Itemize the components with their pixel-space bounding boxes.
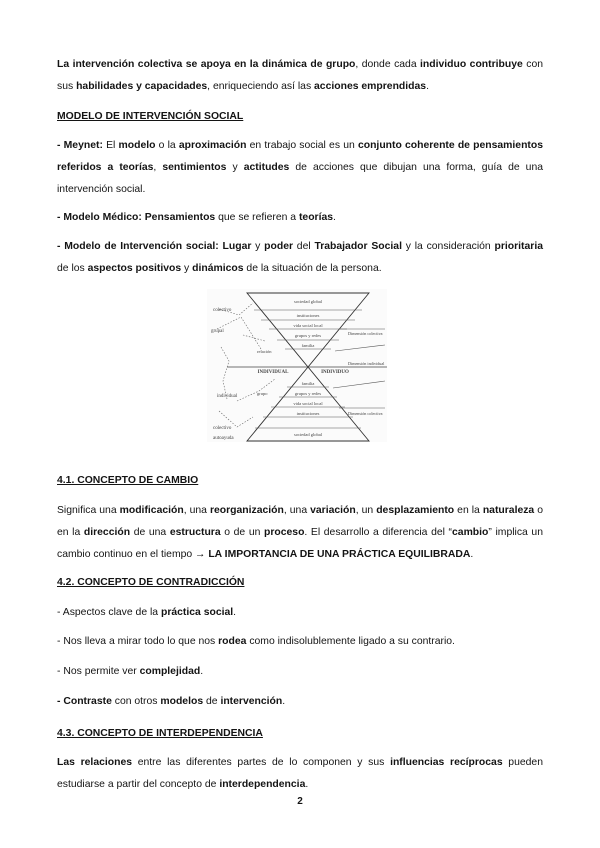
text: y xyxy=(226,162,244,173)
text: de los xyxy=(57,263,88,274)
right-dimension-label: Dimensión individual xyxy=(348,361,385,366)
section-heading-modelo: MODELO DE INTERVENCIÓN SOCIAL xyxy=(57,111,244,122)
text-bold: dinámicos xyxy=(192,263,244,274)
text-bold: influencias recíprocas xyxy=(390,757,503,768)
left-label: grupal xyxy=(211,329,224,334)
bottom-level-label: familia xyxy=(301,381,315,386)
text: en trabajo social es un xyxy=(246,140,358,151)
intervention-model-diagram xyxy=(207,289,387,442)
left-label: colectivo xyxy=(213,308,232,313)
text: o la xyxy=(155,140,179,151)
medico-paragraph xyxy=(57,207,543,229)
top-level-label: instituciones xyxy=(296,313,320,318)
text: del xyxy=(293,241,315,252)
contradiccion-item xyxy=(57,631,543,653)
text-bold: Las relaciones xyxy=(57,757,133,768)
text: . xyxy=(470,549,474,560)
text-bold: desplazamiento xyxy=(376,505,455,516)
text-bold: complejidad xyxy=(139,666,201,677)
interdependencia-paragraph xyxy=(57,752,543,796)
text: pueden estudiarse a partir del concepto de xyxy=(57,757,543,790)
meynet-paragraph xyxy=(57,135,543,201)
contradiccion-item xyxy=(57,602,543,624)
text-bold: conjunto coherente de pensamientos referidos a teorías xyxy=(57,140,544,173)
right-dimension-label: Dimensión colectiva xyxy=(348,331,383,336)
text: entre las diferentes partes de lo componen y sus xyxy=(132,757,391,768)
bottom-level-label: instituciones xyxy=(296,411,320,416)
text-bold: proceso xyxy=(264,527,305,538)
text-bold: La intervención colectiva se apoya en la dinámica de grupo xyxy=(57,59,356,70)
text: , una xyxy=(283,505,311,516)
contradiccion-item xyxy=(57,691,543,713)
text: de acciones que dibujan una forma, guía de una intervención social. xyxy=(57,162,544,195)
text-bold: intervención xyxy=(220,696,283,707)
text: , donde cada xyxy=(355,59,421,70)
text-bold: teorías xyxy=(298,212,334,223)
text-bold: reorganización xyxy=(209,505,284,516)
text-bold: modificación xyxy=(119,505,184,516)
text: . xyxy=(333,212,336,223)
top-level-label: vida social local xyxy=(293,323,323,328)
text-bold: habilidades y capacidades xyxy=(76,81,208,92)
text: o de un xyxy=(220,527,264,538)
text: . xyxy=(282,696,286,707)
text-bold: práctica social xyxy=(160,607,234,618)
text: con otros xyxy=(111,696,161,707)
text: y xyxy=(251,241,265,252)
text: de una xyxy=(130,527,170,538)
text-bold: dirección xyxy=(83,527,131,538)
page-number: 2 xyxy=(297,796,303,807)
center-left-label: INDIVIDUAL xyxy=(257,370,289,375)
text-bold: - Contraste xyxy=(57,696,112,707)
left-label: grupo xyxy=(257,391,268,396)
text: Significa una xyxy=(57,505,120,516)
text: . xyxy=(200,666,204,677)
intro-paragraph xyxy=(57,54,543,98)
text: , una xyxy=(183,505,210,516)
text: como indisolublemente ligado a su contrario. xyxy=(246,636,455,647)
text-bold: variación xyxy=(310,505,356,516)
text-bold: poder xyxy=(264,241,294,252)
text-bold: estructura xyxy=(169,527,221,538)
text: . xyxy=(426,81,429,92)
right-dimension-label: Dimensión colectiva xyxy=(348,411,383,416)
text-bold: modelo xyxy=(118,140,156,151)
text: - Nos lleva a mirar todo lo que nos xyxy=(57,636,219,647)
text-bold: interdependencia xyxy=(219,779,306,790)
text: que se refieren a xyxy=(215,212,299,223)
text-bold: prioritaria xyxy=(494,241,543,252)
bottom-level-label: sociedad global xyxy=(293,432,323,437)
text: . xyxy=(233,607,237,618)
text-bold: cambio xyxy=(452,527,489,538)
text-bold: individuo contribuye xyxy=(420,59,523,70)
center-right-label: INDIVIDUO xyxy=(321,370,349,375)
text: y xyxy=(181,263,193,274)
text: - Nos permite ver xyxy=(57,666,140,677)
text: . El desarrollo a diferencia del “ xyxy=(304,527,453,538)
text: , un xyxy=(355,505,377,516)
text-bold: rodea xyxy=(218,636,247,647)
left-label: colectivo xyxy=(213,426,232,431)
text-bold: aspectos positivos xyxy=(87,263,182,274)
text-bold: modelos xyxy=(160,696,204,707)
text: ” implica un cambio continuo en el tiempo → xyxy=(57,527,543,560)
cambio-paragraph xyxy=(57,500,543,566)
section-heading-contradiccion: 4.2. CONCEPTO DE CONTRADICCIÓN xyxy=(57,577,245,588)
text: , xyxy=(153,162,163,173)
intervencion-paragraph xyxy=(57,236,543,280)
text-bold: - Modelo de Intervención social: Lugar xyxy=(57,241,252,252)
text: El xyxy=(102,140,119,151)
left-label: individual xyxy=(217,394,238,399)
text-bold: naturaleza xyxy=(482,505,535,516)
section-heading-cambio: 4.1. CONCEPTO DE CAMBIO xyxy=(57,475,199,486)
text-bold: acciones emprendidas xyxy=(314,81,427,92)
text-bold: Trabajador Social xyxy=(314,241,402,252)
text: de xyxy=(203,696,221,707)
text: . xyxy=(305,779,309,790)
text-bold: aproximación xyxy=(178,140,247,151)
text-bold: LA IMPORTANCIA DE UNA PRÁCTICA EQUILIBRADA xyxy=(208,549,471,560)
section-heading-interdependencia: 4.3. CONCEPTO DE INTERDEPENDENCIA xyxy=(57,728,263,739)
text: o en la xyxy=(57,505,544,538)
text-bold: - Modelo Médico: Pensamientos xyxy=(57,212,216,223)
top-level-label: grupos y redes xyxy=(294,333,322,338)
contradiccion-item xyxy=(57,661,543,683)
bottom-level-label: grupos y redes xyxy=(294,391,322,396)
text-bold: sentimientos xyxy=(162,162,227,173)
text: en la xyxy=(454,505,483,516)
left-label: autoayuda xyxy=(213,436,234,441)
top-level-label: familia xyxy=(301,343,315,348)
text-bold: - Meynet: xyxy=(57,140,103,151)
text: y la consideración xyxy=(401,241,495,252)
left-label: relación xyxy=(257,349,272,354)
text-bold: actitudes xyxy=(243,162,290,173)
text: de la situación de la persona. xyxy=(243,263,382,274)
bottom-level-label: vida social local xyxy=(293,401,323,406)
text: con sus xyxy=(57,59,543,92)
text: , enriqueciendo así las xyxy=(207,81,315,92)
text: - Aspectos clave de la xyxy=(57,607,161,618)
top-level-label: sociedad global xyxy=(293,299,323,304)
